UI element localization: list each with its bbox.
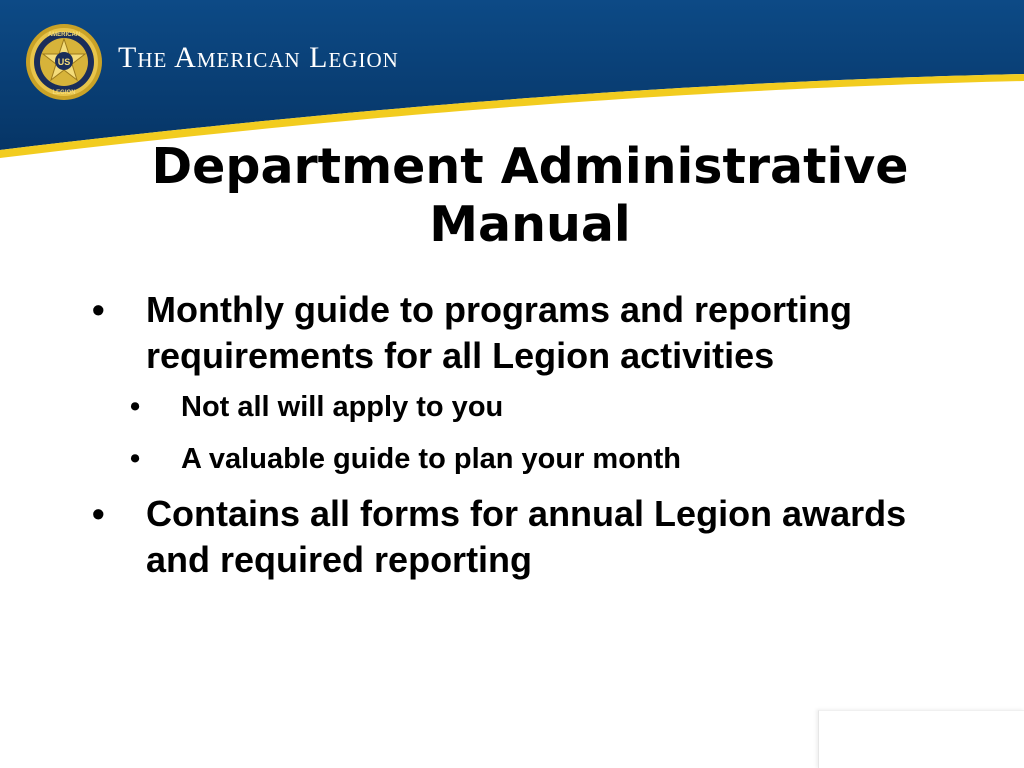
slide-title: Department Administrative Manual xyxy=(151,138,909,253)
bullet-list xyxy=(90,287,970,591)
emblem-center-text: US xyxy=(57,57,71,67)
page-corner xyxy=(818,710,1024,768)
emblem-bottom-text: LEGION xyxy=(52,90,76,96)
bullet-glyph: • xyxy=(92,493,105,534)
bullet-item xyxy=(90,491,970,583)
sub-bullet-text: Not all will apply to you xyxy=(181,391,504,423)
american-legion-emblem-icon xyxy=(25,23,103,101)
sub-bullet-text: A valuable guide to plan your month xyxy=(181,443,682,475)
brand-name: The American Legion xyxy=(118,41,399,74)
bullet-text: Monthly guide to programs and reporting requirements for all Legion activities xyxy=(146,289,852,376)
emblem-top-text: AMERICAN xyxy=(47,32,81,38)
sub-bullet-glyph: • xyxy=(130,443,141,475)
bullet-item xyxy=(90,287,970,379)
bullet-text: Contains all forms for annual Legion awards and required reporting xyxy=(146,493,907,580)
bullet-glyph: • xyxy=(92,289,105,330)
sub-bullet-item xyxy=(90,439,970,479)
sub-bullet-glyph: • xyxy=(130,391,141,423)
sub-bullet-item xyxy=(90,387,970,427)
